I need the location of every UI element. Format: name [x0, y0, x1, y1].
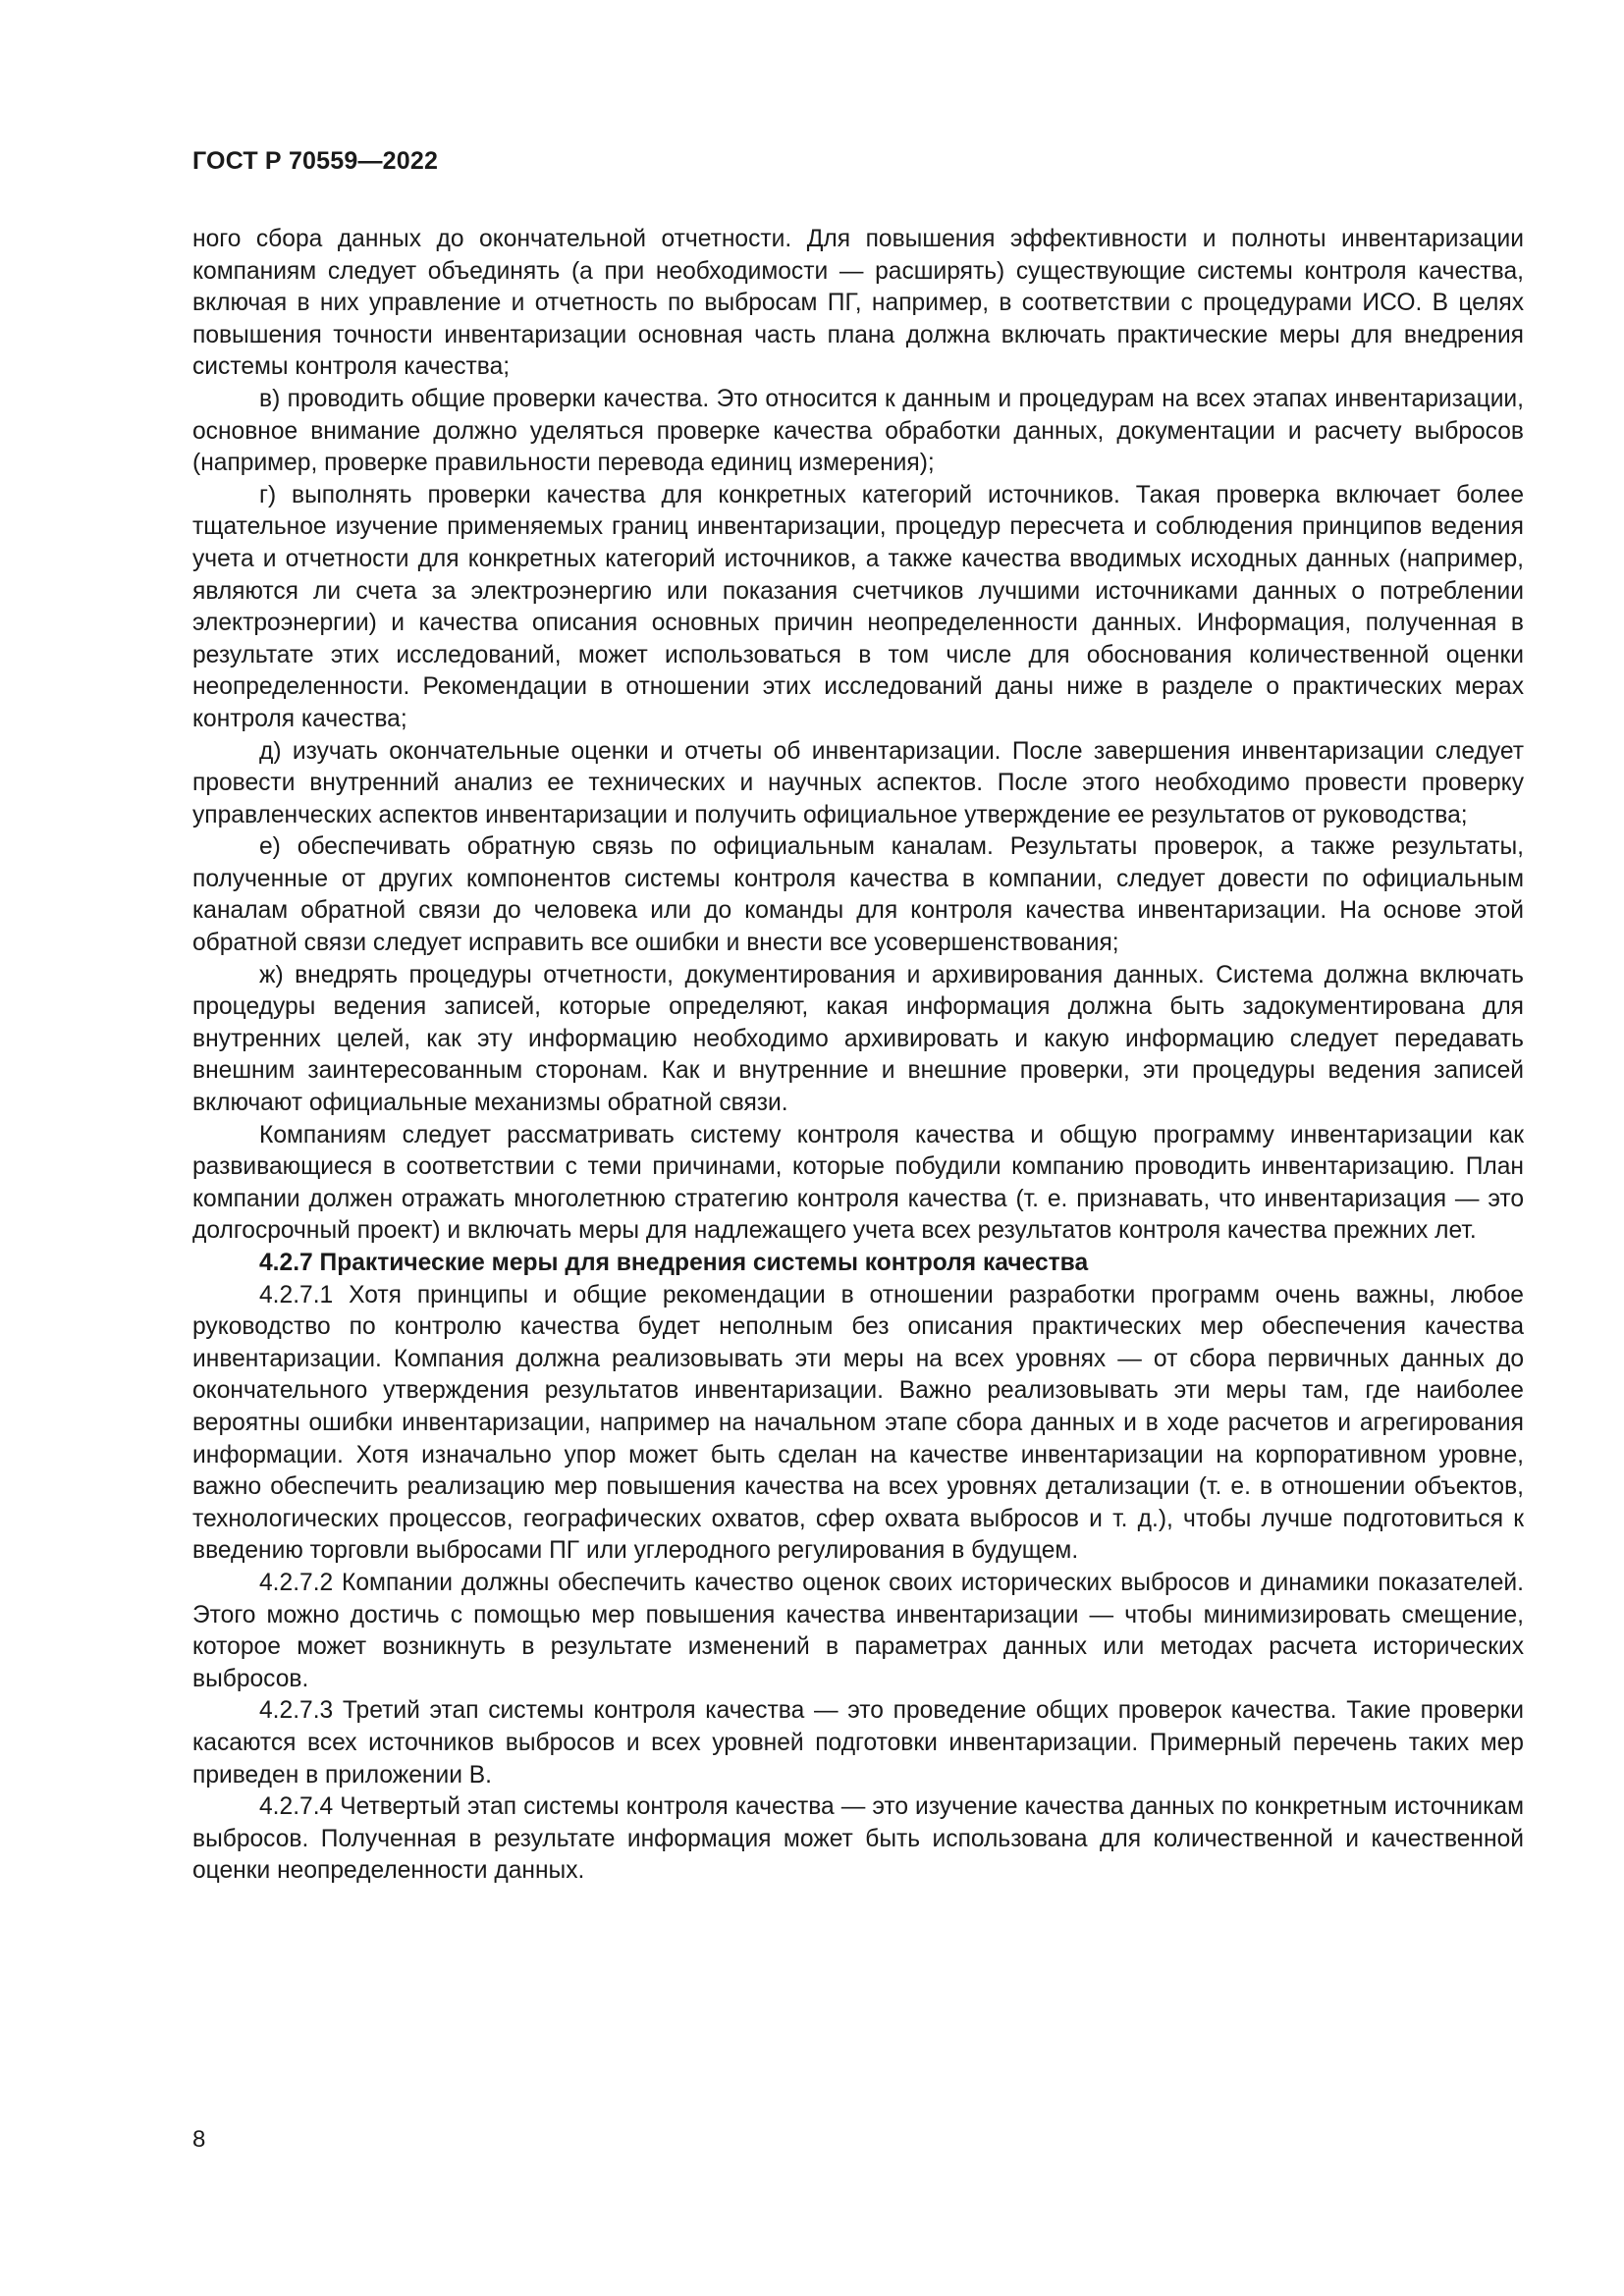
list-item-g: г) выполнять проверки качества для конкретных категорий источников. Такая проверка включает более тщательное изучение применяемых границ инвентаризации, процедур пересчета и соблюдения принципов ведения учета и отчетности для конкретных категорий источников, а также качества вводимых исходных данных (например, являются ли счета за электроэнергию или показания счетчиков лучшими источниками данных о потреблении электроэнергии) и качества описания основных причин неопределенности данных. Информация, полученная в результате этих исследований, может использоваться в том числе для обоснования количественной оценки неопределенности. Рекомендации в отношении этих исследований даны ниже в разделе о практических мерах контроля качества;: [192, 481, 1524, 732]
list-item-zh: ж) внедрять процедуры отчетности, документирования и архивирования данных. Система должна включать процедуры ведения записей, которые определяют, какая информация должна быть задокументирована для внутренних целей, как эту информацию необходимо архивировать и какую информацию следует передавать внешним заинтересованным сторонам. Как и внутренние и внешние проверки, эти процедуры ведения записей включают официальные механизмы обратной связи.: [192, 961, 1524, 1117]
clause-4-2-7-3: 4.2.7.3 Третий этап системы контроля качества — это проведение общих проверок качества. Такие проверки касаются всех источников выбросов и всех уровней подготовки инвентаризации. Примерный перечень таких мер приведен в приложении В.: [192, 1697, 1524, 1789]
list-item-d: д) изучать окончательные оценки и отчеты об инвентаризации. После завершения инвентаризации следует провести внутренний анализ ее технических и научных аспектов. После этого необходимо провести проверку управленческих аспектов инвентаризации и получить официальное утверждение ее результатов от руководства;: [192, 737, 1524, 828]
list-item-e: е) обеспечивать обратную связь по официальным каналам. Результаты проверок, а также результаты, полученные от других компонентов системы контроля качества в компании, следует довести по официальным каналам обратной связи до человека или до команды для контроля качества инвентаризации. На основе этой обратной связи следует исправить все ошибки и внести все усовершенствования;: [192, 833, 1524, 957]
clause-4-2-7-1: 4.2.7.1 Хотя принципы и общие рекомендации в отношении разработки программ очень важны, любое руководство по контролю качества будет неполным без описания практических мер обеспечения качества инвентаризации. Компания должна реализовывать эти меры на всех уровнях — от сбора первичных данных до окончательного утверждения результатов инвентаризации. Важно реализовывать эти меры там, где наиболее вероятны ошибки инвентаризации, например на начальном этапе сбора данных и в ходе расчетов и агрегирования информации. Хотя изначально упор может быть сделан на качестве инвентаризации на корпоративном уровне, важно обеспечить реализацию мер повышения качества на всех уровнях детализации (т. е. в отношении объектов, технологических процессов, географических охватов, сфер охвата выбросов и т. д.), чтобы лучше подготовиться к введению торговли выбросами ПГ или углеродного регулирования в будущем.: [192, 1281, 1524, 1565]
document-body: [192, 224, 1524, 1888]
page-number: 8: [192, 2126, 206, 2153]
list-item-v: в) проводить общие проверки качества. Это относится к данным и процедурам на всех этапах инвентаризации, основное внимание должно уделяться проверке качества обработки данных, документации и расчету выбросов (например, проверке правильности перевода единиц измерения);: [192, 385, 1524, 477]
clause-4-2-7-4: 4.2.7.4 Четвертый этап системы контроля качества — это изучение качества данных по конкретным источникам выбросов. Полученная в результате информация может быть использована для количественной и качественной оценки неопределенности данных.: [192, 1793, 1524, 1885]
clause-4-2-7-2: 4.2.7.2 Компании должны обеспечить качество оценок своих исторических выбросов и динамики показателей. Этого можно достичь с помощью мер повышения качества инвентаризации — чтобы минимизировать смещение, которое может возникнуть в результате изменений в параметрах данных или методах расчета исторических выбросов.: [192, 1569, 1524, 1692]
section-heading-4-2-7: 4.2.7 Практические меры для внедрения системы контроля качества: [259, 1250, 1089, 1276]
paragraph-strategy: Компаниям следует рассматривать систему контроля качества и общую программу инвентаризации как развивающиеся в соответствии с теми причинами, которые побудили компанию проводить инвентаризацию. План компании должен отражать многолетнюю стратегию контроля качества (т. е. признавать, что инвентаризация — это долгосрочный проект) и включать меры для надлежащего учета всех результатов контроля качества прежних лет.: [192, 1121, 1524, 1245]
paragraph-continuation: ного сбора данных до окончательной отчетности. Для повышения эффективности и полноты инвентаризации компаниям следует объединять (а при необходимости — расширять) существующие системы контроля качества, включая в них управление и отчетность по выбросам ПГ, например, в соответствии с процедурами ИСО. В целях повышения точности инвентаризации основная часть плана должна включать практические меры для внедрения системы контроля качества;: [192, 226, 1524, 381]
document-code-header: ГОСТ Р 70559—2022: [192, 147, 439, 175]
